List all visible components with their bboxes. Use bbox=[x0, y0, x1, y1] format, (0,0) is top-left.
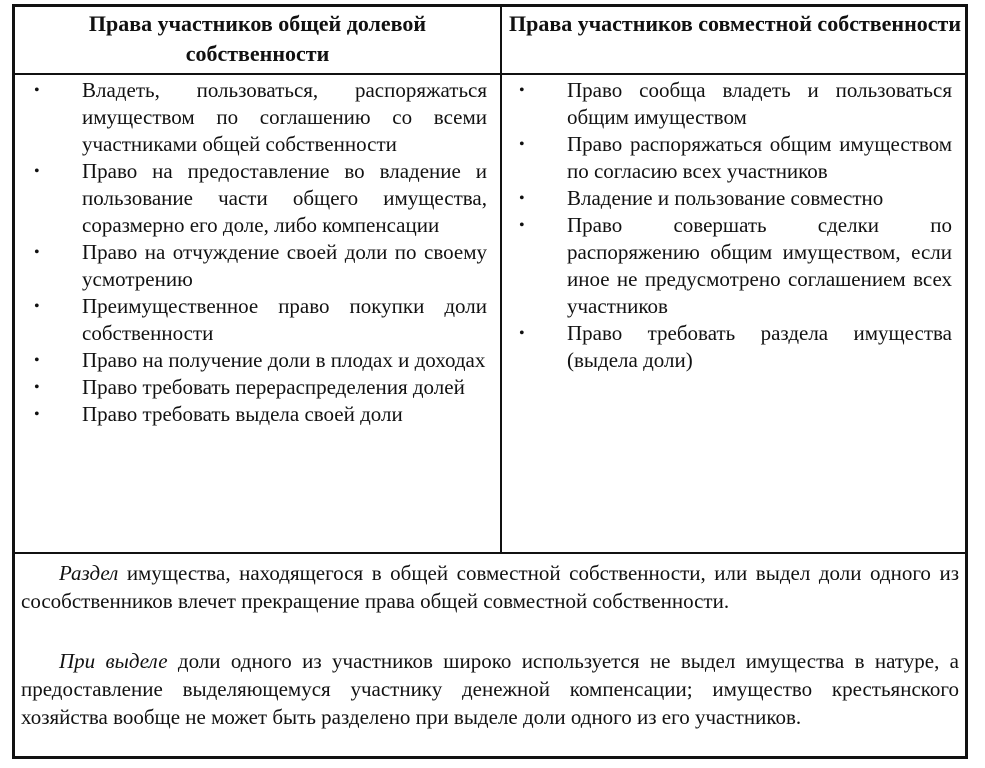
bullet-icon: • bbox=[519, 190, 525, 207]
list-item-text: Право распоряжаться общим имуществом по согласию всех участников bbox=[567, 132, 952, 183]
bullet-icon: • bbox=[34, 244, 40, 261]
header-joint-ownership: Права участников совместной собственности bbox=[508, 11, 962, 36]
bullet-icon: • bbox=[519, 136, 525, 153]
list-item-text: Право совершать сделки по распоряжению общим имуществом, если иное не предусмотрено соглашением всех участников bbox=[567, 213, 952, 318]
list-item bbox=[512, 212, 952, 320]
rights-comparison-table bbox=[12, 4, 968, 759]
bullet-icon: • bbox=[34, 406, 40, 423]
bullet-icon: • bbox=[34, 352, 40, 369]
notes-divider bbox=[15, 552, 965, 554]
note-allocation bbox=[21, 647, 959, 731]
bullet-icon: • bbox=[519, 82, 525, 99]
joint-ownership-rights-list bbox=[512, 77, 952, 374]
note-text: доли одного из участников широко используется не выдел имущества в натуре, а предоставление выделяющемуся участнику денежной компенсации; имущество крестьянского хозяйства вообще не может быть разделено при выделе доли одного из его участников. bbox=[21, 649, 960, 729]
list-item bbox=[27, 374, 487, 401]
column-divider bbox=[500, 7, 502, 554]
list-item-text: Право сообща владеть и пользоваться общим имуществом bbox=[567, 78, 952, 129]
header-divider bbox=[15, 73, 965, 75]
list-item-text: Право на отчуждение своей доли по своему усмотрению bbox=[82, 240, 487, 291]
list-item bbox=[27, 293, 487, 347]
list-item-text: Право требовать выдела своей доли bbox=[82, 402, 403, 426]
list-item bbox=[512, 185, 952, 212]
list-item bbox=[27, 401, 487, 428]
list-item-text: Право на предоставление во владение и пользование части общего имущества, соразмерно его доле, либо компенсации bbox=[82, 159, 487, 237]
header-shared-ownership: Права участников общей долевой собственности bbox=[88, 11, 427, 66]
note-partition bbox=[21, 559, 959, 615]
bullet-icon: • bbox=[34, 298, 40, 315]
list-item-text: Право на получение доли в плодах и доходах bbox=[82, 348, 486, 372]
bullet-icon: • bbox=[519, 325, 525, 342]
note-term-allocation: При выделе bbox=[59, 649, 168, 673]
list-item bbox=[27, 158, 487, 239]
list-item-text: Владеть, пользоваться, распоряжаться имуществом по соглашению со всеми участниками общей собственности bbox=[82, 78, 487, 156]
list-item bbox=[512, 131, 952, 185]
list-item bbox=[27, 347, 487, 374]
list-item-text: Владение и пользование совместно bbox=[567, 186, 884, 210]
bullet-icon: • bbox=[34, 379, 40, 396]
bullet-icon: • bbox=[519, 217, 525, 234]
shared-ownership-rights-list bbox=[27, 77, 487, 428]
list-item bbox=[27, 77, 487, 158]
list-item bbox=[512, 320, 952, 374]
bullet-icon: • bbox=[34, 163, 40, 180]
list-item bbox=[27, 239, 487, 293]
list-item-text: Право требовать раздела имущества (выдела доли) bbox=[567, 321, 952, 372]
note-text: имущества, находящегося в общей совместной собственности, или выдел доли одного из сособственников влечет прекращение права общей совместной собственности. bbox=[21, 561, 959, 613]
list-item-text: Право требовать перераспределения долей bbox=[82, 375, 465, 399]
list-item bbox=[512, 77, 952, 131]
list-item-text: Преимущественное право покупки доли собственности bbox=[82, 294, 487, 345]
bullet-icon: • bbox=[34, 82, 40, 99]
note-term-partition: Раздел bbox=[59, 561, 119, 585]
